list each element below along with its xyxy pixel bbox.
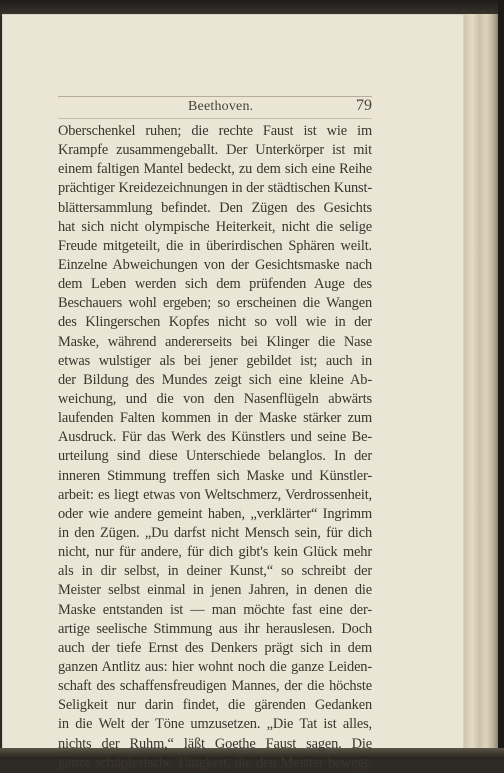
- text-line: Seligkeit nur darin findet, die gärenden Gedanken: [58, 697, 372, 714]
- text-line: arbeit: es liegt etwas von Weltschmerz, Verdrossenheit,: [58, 486, 372, 503]
- text-line: prächtiger Kreidezeichnungen in der städtischen Kunst-: [58, 180, 372, 197]
- text-line: laufenden Falten kommen in der Maske stärker zum: [58, 410, 372, 427]
- text-line: Oberschenkel ruhen; die rechte Faust ist wie im: [58, 123, 372, 139]
- text-line: in den Zügen. „Du darfst nicht Mensch sein, für dich: [58, 524, 372, 541]
- text-line: Beschauers wohl ergeben; so erscheinen die Wangen: [58, 295, 372, 312]
- text-line: inneren Stimmung treffen sich Maske und Künstler-: [58, 467, 372, 484]
- text-line: Maske, während andererseits bei Klinger die Nase: [58, 333, 372, 350]
- text-line: dem Leben werden sich dem prüfenden Auge des: [58, 276, 372, 293]
- text-line: weichung, und die von den Nasenflügeln abwärts: [58, 390, 372, 407]
- text-line: Freude mitgeteilt, die in überirdischen Sphären weilt.: [58, 237, 372, 254]
- text-line: hat sich nicht olympische Heiterkeit, nicht die selige: [58, 218, 372, 235]
- text-line: nichts der Ruhm,“ läßt Goethe Faust sagen. Die: [58, 735, 372, 752]
- scan-right-edge: [498, 0, 504, 759]
- text-line: ganzen Antlitz aus: hier wohnt noch die ganze Leiden-: [58, 658, 372, 675]
- text-line: des Klingerschen Kopfes nicht so voll wie in der: [58, 314, 372, 331]
- text-line: einem faltigen Mantel bedeckt, zu dem sich eine Reihe: [58, 161, 372, 178]
- text-line: der Bildung des Mundes zeigt sich eine kleine Ab-: [58, 371, 372, 388]
- text-line: Krampfe zusammengeballt. Der Unterkörper ist mit: [58, 142, 372, 159]
- text-line: blättersammlung befindet. Den Zügen des Gesichts: [58, 199, 372, 216]
- page-number: 79: [356, 97, 372, 114]
- text-line: Maske entstanden ist — man möchte fast eine der-: [58, 601, 372, 618]
- text-line: oder wie andere gemeint haben, „verklärter“ Ingrimm: [58, 505, 372, 522]
- text-line: als in dir selbst, in deiner Kunst,“ so schreibt der: [58, 563, 372, 580]
- text-line: auch der tiefe Ernst des Denkers prägt sich in dem: [58, 639, 372, 656]
- text-line: schaft des schaffensfreudigen Mannes, der die höchste: [58, 678, 372, 695]
- body-text: [58, 122, 372, 773]
- text-line: in die Welt der Töne umzusetzen. „Die Tat ist alles,: [58, 716, 372, 733]
- text-line: ganze schöpferische Tätigkeit, die den Meister bewegt,: [58, 754, 372, 771]
- running-title: Beethoven.: [188, 99, 254, 114]
- text-line: nicht, nur für andere, für dich gibt's kein Glück mehr: [58, 544, 372, 561]
- text-line: Ausdruck. Für das Werk des Künstlers und seine Be-: [58, 429, 372, 446]
- text-line: urteilung sind diese Unterschiede belanglos. In der: [58, 448, 372, 465]
- header-rule: [58, 118, 372, 119]
- text-line: Einzelne Abweichungen von der Gesichtsmaske nach: [58, 256, 372, 273]
- text-line: artige seelische Stimmung aus ihr herauslesen. Doch: [58, 620, 372, 637]
- text-line: Meister selbst einmal in jenen Jahren, in denen die: [58, 582, 372, 599]
- text-line: etwas wulstiger als bei jener gebildet ist; auch in: [58, 352, 372, 369]
- page-edge-stack: [464, 14, 498, 756]
